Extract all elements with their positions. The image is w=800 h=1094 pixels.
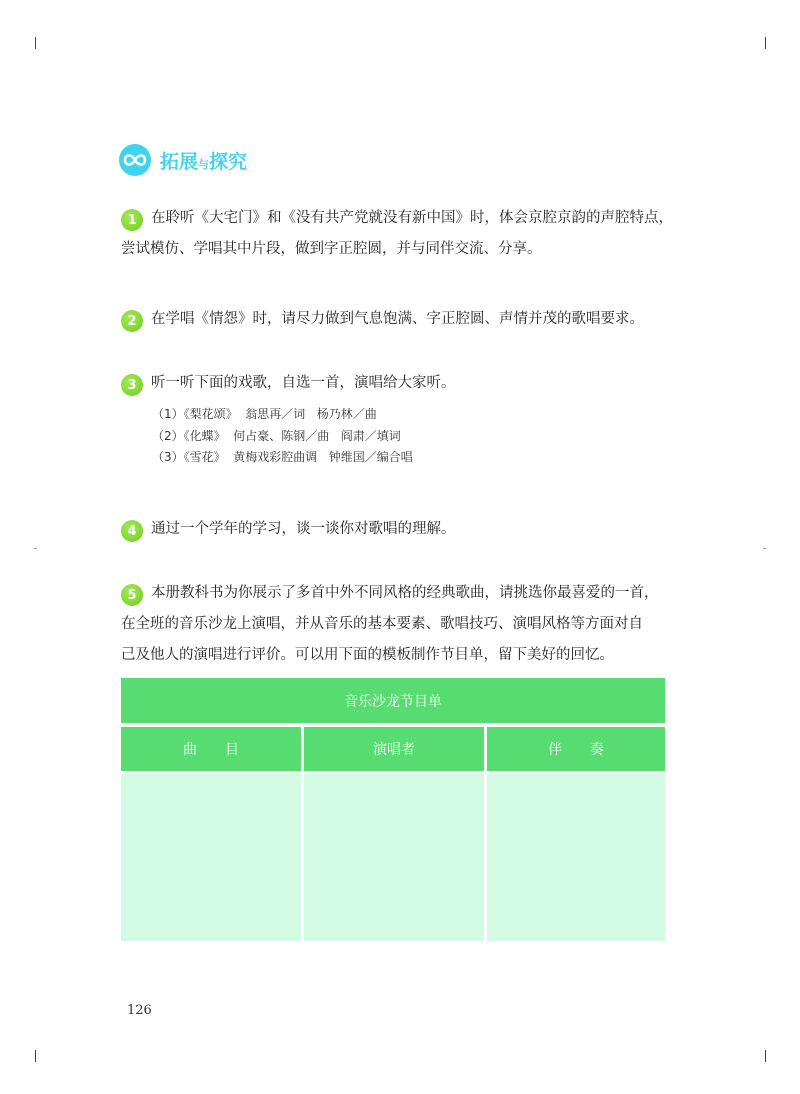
program-table-title: 音乐沙龙节目单 [121,678,665,723]
program-table-body-row [121,774,665,941]
question-text-line: 听一听下面的戏歌，自选一首，演唱给大家听。 [151,375,456,391]
section-title-connector: 与 [198,157,210,171]
header-cell-singer: 演唱者 [304,727,484,771]
question-text-line: 在聆听《大宅门》和《没有共产党就没有新中国》时，体会京腔京韵的声腔特点， [151,210,673,226]
question-5 [121,583,681,671]
question-number-badge: 2 [121,310,143,332]
page-number: 126 [127,1003,152,1018]
question-text-line: 在全班的音乐沙龙上演唱，并从音乐的基本要素、歌唱技巧、演唱风格等方面对自 [121,616,643,632]
blank-cell-singer [304,774,484,941]
question-text-line: 本册教科书为你展示了多首中外不同风格的经典歌曲，请挑选你最喜爱的一首， [151,585,659,601]
blank-cell-accompaniment [487,774,665,941]
question-number-badge: 5 [121,584,143,606]
question-4 [121,519,681,545]
header-cell-accompaniment: 伴 奏 [487,727,665,771]
header-cell-song: 曲 目 [121,727,301,771]
crop-mark-top-left [35,37,36,49]
song-item: （2）《化蝶》 何占豪、陈钢／曲 阎肃／填词 [152,428,401,443]
infinity-loop-icon [118,143,152,177]
program-table-header-row [121,727,665,771]
question-2 [121,309,681,335]
question-text-line: 尝试模仿、学唱其中片段，做到字正腔圆，并与同伴交流、分享。 [121,241,542,257]
registration-tick-right [763,548,766,549]
section-title [160,147,247,174]
section-title-part1: 拓展 [160,150,199,173]
question-number-badge: 1 [121,209,143,231]
question-text-line: 己及他人的演唱进行评价。可以用下面的模板制作节目单，留下美好的回忆。 [121,647,614,663]
program-table [121,678,665,941]
question-number-badge: 3 [121,374,143,396]
registration-tick-left [34,548,37,549]
crop-mark-bottom-right [765,1050,766,1062]
section-title-part2: 探究 [209,150,248,173]
question-3 [121,373,681,399]
blank-cell-song [121,774,301,941]
song-item: （1）《梨花颂》 翁思再／词 杨乃林／曲 [152,407,377,421]
question-number-badge: 4 [121,520,143,542]
crop-mark-bottom-left [35,1050,36,1062]
question-1 [121,208,681,265]
song-list [152,404,413,469]
section-header [118,143,247,177]
question-text-line: 在学唱《情怨》时，请尽力做到气息饱满、字正腔圆、声情并茂的歌唱要求。 [151,311,644,327]
song-item: （3）《雪花》 黄梅戏彩腔曲调 钟维国／编合唱 [152,450,413,464]
crop-mark-top-right [765,37,766,49]
question-text-line: 通过一个学年的学习，谈一谈你对歌唱的理解。 [151,521,456,537]
